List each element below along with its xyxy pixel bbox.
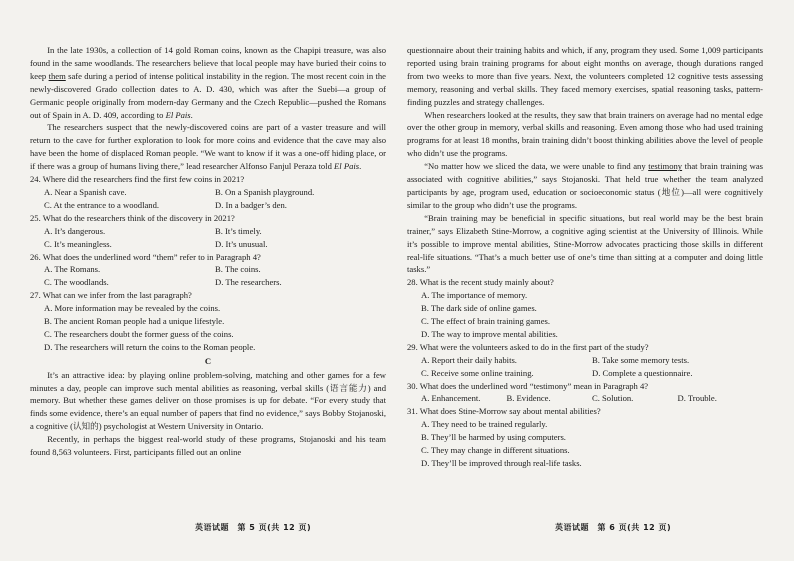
passage-paragraph: “Brain training may be beneficial in specific situations, but real world may be the best brain trainer,” says Elizabeth Stine-Morrow, a cognitive aging scientist at the University of Illinois. While it’s possible to improve mental abilities, Stine-Morrow advocates practicing those skills in different real-life situations. “That’s a much better use of one’s time than sitting at a computer and doing little tasks.” [407, 212, 763, 275]
page-footer-right: 英语试题 第 6 页(共 12 页) [555, 523, 672, 532]
question-27 [30, 289, 386, 354]
question-25 [30, 212, 386, 251]
underlined-word-testimony: testimony [648, 161, 683, 172]
question-26 [30, 251, 386, 290]
option: A. They need to be trained regularly. [421, 419, 548, 430]
option: B. Evidence. [506, 393, 551, 404]
option: D. In a badger’s den. [215, 199, 287, 210]
question-stem: 31. What does Stine-Morrow say about mental abilities? [407, 406, 601, 417]
question-stem: 27. What can we infer from the last paragraph? [30, 290, 192, 301]
option: D. The way to improve mental abilities. [421, 328, 558, 339]
question-28 [407, 276, 763, 341]
question-29 [407, 341, 763, 380]
option: D. It’s unusual. [215, 238, 268, 249]
option: C. Solution. [592, 393, 634, 404]
option: A. Near a Spanish cave. [44, 186, 127, 197]
question-stem: 25. What do the researchers think of the discovery in 2021? [30, 212, 235, 223]
option: D. The researchers. [215, 277, 282, 288]
passage-paragraph: In the late 1930s, a collection of 14 gold Roman coins, known as the Chapipi treasure, was also found in the same woodlands. The researchers believe that local people may have buried their coins to keep them safe during a period of intense political instability in the region. The most recent coin in the newly-discovered Grado collection dates to A. D. 430, which was after the Suebi—a group of Germanic people originally from modern-day Germany and the Czech Republic—pushed the Romans out of Spain in A. D. 409, according to El Pais. [30, 45, 386, 120]
option: C. The researchers doubt the former guess of the coins. [44, 328, 234, 339]
passage-paragraph: When researchers looked at the results, they saw that brain trainers on average had no mental edge over the other group in memory, verbal skills and reasoning. Even among those who had used training programs for at least 18 months, brain training didn’t boost thinking abilities above the level of people who didn’t use the programs. [407, 109, 763, 159]
option: A. Enhancement. [421, 393, 481, 404]
question-stem: 26. What does the underlined word “them” refer to in Paragraph 4? [30, 251, 261, 262]
option: A. It’s dangerous. [44, 225, 106, 236]
question-stem: 24. Where did the researchers find the first few coins in 2021? [30, 174, 245, 185]
option: A. The importance of memory. [421, 290, 528, 301]
page-footer-left: 英语试题 第 5 页(共 12 页) [195, 523, 312, 532]
passage-paragraph: questionnaire about their training habits and which, if any, program they used. Some 1,009 participants reported using brain training programs for about eight months on average, though durations ranged from two weeks to more than five years. Next, the volunteers completed 12 cognitive tests assessing memory, reasoning and verbal skills. They faced memory exercises, spatial reasoning tasks, pattern-finding puzzles and strategy challenges. [407, 45, 763, 107]
section-heading: C [204, 355, 212, 366]
option: C. At the entrance to a woodland. [44, 199, 160, 210]
option: B. On a Spanish playground. [215, 186, 315, 197]
question-30 [407, 380, 763, 406]
option: A. Report their daily habits. [421, 354, 517, 365]
option: C. The effect of brain training games. [421, 316, 551, 327]
option: D. Complete a questionnaire. [592, 367, 693, 378]
question-31 [407, 405, 763, 470]
question-stem: 30. What does the underlined word “testimony” mean in Paragraph 4? [407, 380, 649, 391]
option: A. More information may be revealed by the coins. [44, 303, 221, 314]
option: B. The dark side of online games. [421, 303, 537, 314]
passage-paragraph: “No matter how we sliced the data, we were unable to find any testimony that brain training was associated with cognitive abilities,” says Stojanoski. That held true whether the team analyzed participants by age, program used, education or socioeconomic status (地位)—all were cognitively similar to the group who didn’t use the programs. [407, 161, 763, 210]
option: B. It’s timely. [215, 225, 262, 236]
option: B. They’ll be harmed by using computers. [421, 432, 566, 443]
option: D. Trouble. [677, 393, 717, 404]
passage-paragraph: It’s an attractive idea: by playing online problem-solving, matching and other games for a few minutes a day, people can improve such mental abilities as reasoning, verbal skills (语言能力) and memory. But whether these games deliver on those promises is up for debate. “For every study that finds some evidence, there’s an equal number of papers that find no evidence,” says Bobby Stojanoski, a cognitive (认知的) psychologist at Western University in Ontario. [30, 369, 386, 432]
right-column [407, 44, 763, 470]
option: B. Take some memory tests. [592, 354, 690, 365]
option: D. They’ll be improved through real-life tasks. [421, 458, 582, 468]
question-stem: 29. What were the volunteers asked to do in the first part of the study? [407, 341, 649, 352]
passage-paragraph: Recently, in perhaps the biggest real-world study of these programs, Stojanoski and his team found 8,563 volunteers. First, participants filled out an online [30, 434, 386, 458]
option: B. The coins. [215, 264, 261, 275]
option: A. The Romans. [44, 264, 101, 275]
option: C. They may change in different situations. [421, 445, 570, 456]
left-column [30, 44, 386, 459]
underlined-word-them: them [48, 70, 66, 81]
option: B. The ancient Roman people had a unique lifestyle. [44, 316, 225, 327]
option: C. Receive some online training. [421, 367, 534, 378]
passage-paragraph: The researchers suspect that the newly-discovered coins are part of a vaster treasure and will return to the cave for further exploration to look for more coins and evidence that the cave may also have been the home of displaced Roman people. “We want to know if it was a one-off hiding place, or if there was a group of humans living there,” lead researcher Alfonso Fanjul Peraza told El Pais. [30, 122, 386, 172]
option: D. The researchers will return the coins to the Roman people. [44, 341, 256, 352]
question-stem: 28. What is the recent study mainly about? [407, 277, 554, 288]
question-24 [30, 173, 386, 212]
option: C. The woodlands. [44, 277, 109, 288]
option: C. It’s meaningless. [44, 238, 112, 249]
